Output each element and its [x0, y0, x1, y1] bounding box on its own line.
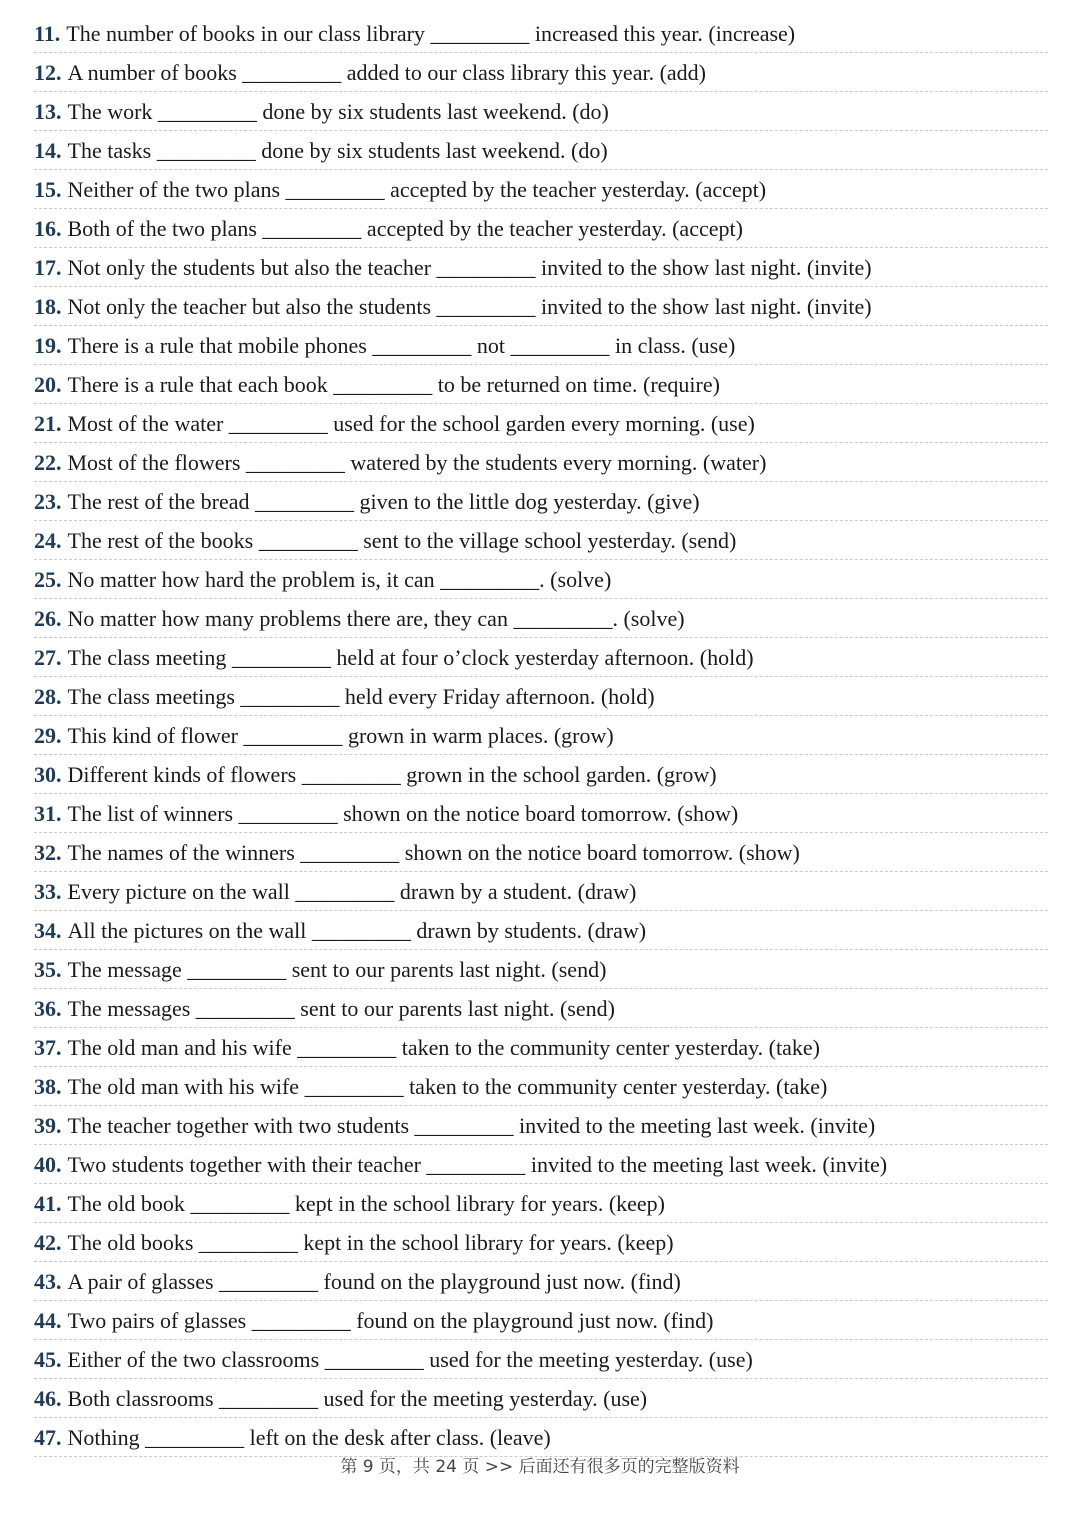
question-number: 33. — [34, 878, 62, 904]
question-number: 11. — [34, 20, 61, 46]
question-item — [34, 1224, 1048, 1262]
question-number: 28. — [34, 683, 62, 709]
question-number: 45. — [34, 1346, 62, 1372]
question-item — [34, 15, 1048, 53]
question-number: 32. — [34, 839, 62, 865]
question-text: The list of winners _________ shown on the notice board tomorrow. (show) — [67, 800, 739, 826]
question-text: Not only the students but also the teacher _________ invited to the show last night. (invite) — [67, 254, 872, 280]
question-text: No matter how many problems there are, they can _________. (solve) — [67, 605, 685, 631]
question-number: 23. — [34, 488, 62, 514]
question-item — [34, 483, 1048, 521]
question-text: Two students together with their teacher _________ invited to the meeting last week. (invite) — [67, 1151, 888, 1177]
question-text: The old man and his wife _________ taken to the community center yesterday. (take) — [67, 1034, 820, 1060]
question-text: The rest of the bread _________ given to the little dog yesterday. (give) — [67, 488, 700, 514]
question-text: Both classrooms _________ used for the meeting yesterday. (use) — [67, 1385, 648, 1411]
question-number: 44. — [34, 1307, 62, 1333]
question-text: Either of the two classrooms _________ used for the meeting yesterday. (use) — [67, 1346, 753, 1372]
question-item — [34, 1029, 1048, 1067]
question-number: 18. — [34, 293, 62, 319]
question-item — [34, 54, 1048, 92]
question-item — [34, 990, 1048, 1028]
question-text: There is a rule that mobile phones _________ not _________ in class. (use) — [67, 332, 736, 358]
question-text: A pair of glasses _________ found on the playground just now. (find) — [67, 1268, 681, 1294]
question-item — [34, 1068, 1048, 1106]
question-item — [34, 1263, 1048, 1301]
question-item — [34, 639, 1048, 677]
question-text: Neither of the two plans _________ accepted by the teacher yesterday. (accept) — [67, 176, 767, 202]
page-footer: 第 9 页，共 24 页 >> 后面还有很多页的完整版资料 — [340, 1457, 740, 1477]
question-text: The old book _________ kept in the school library for years. (keep) — [67, 1190, 666, 1216]
question-number: 15. — [34, 176, 62, 202]
question-number: 19. — [34, 332, 62, 358]
question-text: Both of the two plans _________ accepted by the teacher yesterday. (accept) — [67, 215, 743, 241]
question-number: 21. — [34, 410, 62, 436]
question-number: 38. — [34, 1073, 62, 1099]
question-number: 40. — [34, 1151, 62, 1177]
question-number: 42. — [34, 1229, 62, 1255]
question-item — [34, 366, 1048, 404]
question-number: 22. — [34, 449, 62, 475]
question-number: 17. — [34, 254, 62, 280]
question-item — [34, 756, 1048, 794]
question-item — [34, 600, 1048, 638]
question-item — [34, 249, 1048, 287]
question-text: Most of the water _________ used for the school garden every morning. (use) — [67, 410, 755, 436]
question-item — [34, 912, 1048, 950]
question-number: 24. — [34, 527, 62, 553]
question-number: 14. — [34, 137, 62, 163]
question-item — [34, 951, 1048, 989]
question-item — [34, 1185, 1048, 1223]
question-number: 37. — [34, 1034, 62, 1060]
question-text: Two pairs of glasses _________ found on the playground just now. (find) — [67, 1307, 714, 1333]
question-number: 30. — [34, 761, 62, 787]
question-number: 41. — [34, 1190, 62, 1216]
question-item — [34, 93, 1048, 131]
question-number: 20. — [34, 371, 62, 397]
question-item — [34, 171, 1048, 209]
question-text: The messages _________ sent to our parents last night. (send) — [67, 995, 615, 1021]
question-text: The class meetings _________ held every Friday afternoon. (hold) — [67, 683, 655, 709]
question-item — [34, 795, 1048, 833]
question-number: 35. — [34, 956, 62, 982]
question-text: Not only the teacher but also the students _________ invited to the show last night. (invite) — [67, 293, 872, 319]
question-item — [34, 1302, 1048, 1340]
question-text: The names of the winners _________ shown on the notice board tomorrow. (show) — [67, 839, 800, 865]
question-item — [34, 1341, 1048, 1379]
question-text: Nothing _________ left on the desk after class. (leave) — [67, 1424, 551, 1450]
question-item — [34, 717, 1048, 755]
question-number: 43. — [34, 1268, 62, 1294]
question-text: Most of the flowers _________ watered by the students every morning. (water) — [67, 449, 767, 475]
question-text: No matter how hard the problem is, it can _________. (solve) — [67, 566, 612, 592]
question-item — [34, 1380, 1048, 1418]
question-text: Different kinds of flowers _________ grown in the school garden. (grow) — [67, 761, 717, 787]
question-item — [34, 873, 1048, 911]
question-text: This kind of flower _________ grown in warm places. (grow) — [67, 722, 614, 748]
question-number: 31. — [34, 800, 62, 826]
question-text: The rest of the books _________ sent to the village school yesterday. (send) — [67, 527, 737, 553]
question-number: 25. — [34, 566, 62, 592]
question-text: The old man with his wife _________ taken to the community center yesterday. (take) — [67, 1073, 828, 1099]
question-text: The work _________ done by six students last weekend. (do) — [67, 98, 609, 124]
question-item — [34, 444, 1048, 482]
question-item — [34, 405, 1048, 443]
question-item — [34, 327, 1048, 365]
question-text: There is a rule that each book _________ to be returned on time. (require) — [67, 371, 720, 397]
question-number: 12. — [34, 59, 62, 85]
question-item — [34, 1146, 1048, 1184]
question-text: Every picture on the wall _________ drawn by a student. (draw) — [67, 878, 637, 904]
question-item — [34, 561, 1048, 599]
question-number: 26. — [34, 605, 62, 631]
question-text: The teacher together with two students _________ invited to the meeting last week. (invite) — [67, 1112, 876, 1138]
question-text: The message _________ sent to our parents last night. (send) — [67, 956, 607, 982]
question-text: The number of books in our class library _________ increased this year. (increase) — [66, 20, 796, 46]
question-item — [34, 678, 1048, 716]
question-number: 29. — [34, 722, 62, 748]
question-number: 39. — [34, 1112, 62, 1138]
exercise-list — [34, 15, 1048, 1457]
question-text: All the pictures on the wall _________ drawn by students. (draw) — [67, 917, 647, 943]
question-number: 27. — [34, 644, 62, 670]
question-item — [34, 1107, 1048, 1145]
question-text: The class meeting _________ held at four o’clock yesterday afternoon. (hold) — [67, 644, 754, 670]
question-text: The old books _________ kept in the school library for years. (keep) — [67, 1229, 674, 1255]
question-item — [34, 288, 1048, 326]
question-number: 34. — [34, 917, 62, 943]
question-item — [34, 132, 1048, 170]
question-text: The tasks _________ done by six students last weekend. (do) — [67, 137, 608, 163]
question-item — [34, 522, 1048, 560]
question-number: 13. — [34, 98, 62, 124]
question-number: 46. — [34, 1385, 62, 1411]
question-item — [34, 210, 1048, 248]
question-number: 36. — [34, 995, 62, 1021]
question-number: 47. — [34, 1424, 62, 1450]
question-item — [34, 834, 1048, 872]
question-text: A number of books _________ added to our class library this year. (add) — [67, 59, 706, 85]
question-number: 16. — [34, 215, 62, 241]
